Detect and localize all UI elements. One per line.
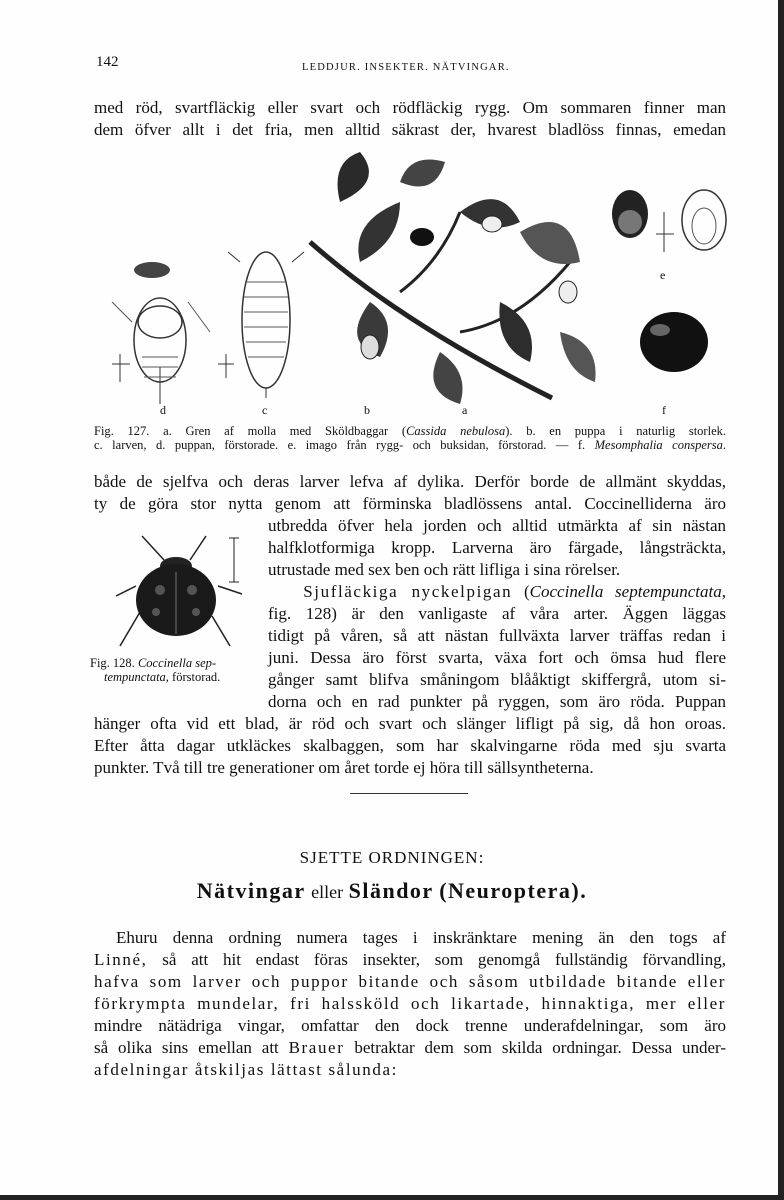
body-line-10: gånger samt blifva småningom blååktigt skiffergrå, utom si- <box>268 670 726 689</box>
body-line-6: Sjufläckiga nyckelpigan (Coccinella septempunctata, <box>303 582 727 601</box>
title-eller: eller <box>311 882 344 902</box>
title-neuroptera: (Neuroptera). <box>439 878 588 903</box>
section-title <box>0 878 784 904</box>
body-line-1: både de sjelfva och deras larver lefva af dylika. Derför borde de allmänt skyddas, <box>94 472 726 491</box>
intro-line-2: dem öfver allt i det fria, men alltid säkrast der, hvarest bladlöss finnas, emedan <box>94 120 726 139</box>
final-line-2: Linné, så att hit endast föras insekter, som genomgå fullständig förvandling, <box>94 950 726 969</box>
final-line-6: så olika sins emellan att Brauer betraktar dem som skilda ordningar. Dessa under- <box>94 1038 727 1057</box>
pupa-drawing-d <box>112 262 210 404</box>
fig127-label-f: f <box>662 403 666 417</box>
final-line-3: hafva som larver och puppor bitande och såsom utbildade bitande eller <box>94 972 726 991</box>
page-edge-right <box>778 0 784 1200</box>
figure-128-ladybird <box>106 516 258 656</box>
intro-line-1: med röd, svartfläckig eller svart och rödfläckig rygg. Om sommaren finner man <box>94 98 726 117</box>
body-line-13: Efter åtta dagar utkläckes skalbaggen, som har skalvingarne röda med sju svarta <box>94 736 726 755</box>
final-line-4: förkrympta mundelar, fri halssköld och likartade, hinnaktiga, mer eller <box>94 994 726 1013</box>
body-line-12: hänger ofta vid ett blad, är röd och svart och slänger lifligt på sig, då hon oroas. <box>94 714 726 733</box>
section-divider <box>350 793 468 794</box>
body-line-9: juni. Dessa äro först svarta, växa fort och ömsa hud flere <box>268 648 726 667</box>
body-line-3: utbredda öfver hela jorden och alltid utmärkta af sin nästan <box>268 516 726 535</box>
final-line-7: afdelningar åtskiljas lättast sålunda: <box>94 1060 398 1079</box>
fig127-label-d: d <box>160 403 166 417</box>
order-heading: SJETTE ORDNINGEN: <box>299 848 485 867</box>
fig127-caption-line-1: Fig. 127. a. Gren af molla med Sköldbaggar (Cassida nebulosa). b. en puppa i naturlig storlek. <box>94 424 726 438</box>
body-line-14: punkter. Två till tre generationer om året torde ej höra till sällsyntheterna. <box>94 758 594 777</box>
page-edge-bottom <box>0 1195 784 1200</box>
fig127-label-c: c <box>262 403 268 417</box>
body-line-2: ty de göra stor nytta genom att förminska bladlössens antal. Coccinelliderna äro <box>94 494 726 513</box>
imago-drawing-e <box>612 190 726 252</box>
fig127-caption-line-2: c. larven, d. puppan, förstorade. e. imago från rygg- och buksidan, förstorad. — f. Mesomphalia conspersa. <box>94 438 726 452</box>
title-slandor: Sländor <box>348 878 434 903</box>
larva-drawing-c <box>218 252 304 398</box>
page-number: 142 <box>96 54 119 70</box>
title-natvingar: Nätvingar <box>196 878 306 903</box>
fig128-caption-line-2: tempunctata, förstorad. <box>104 670 221 684</box>
body-line-5: utrustade med sex ben och rätt lifliga i sina rörelser. <box>268 560 621 579</box>
body-line-7: fig. 128) är den vanligaste af våra arter. Äggen läggas <box>268 604 726 623</box>
body-line-4: halfklotformiga kropp. Larverna äro färgade, långsträckta, <box>268 538 726 557</box>
body-line-8: tidigt på våren, så att nästan fullväxta larver träffas redan i <box>268 626 726 645</box>
fig128-caption-line-1: Fig. 128. Coccinella sep- <box>90 656 217 670</box>
plant-branch-drawing-a <box>310 152 596 404</box>
final-line-1: Ehuru denna ordning numera tages i inskränktare mening än den togs af <box>116 928 726 947</box>
fig127-label-a: a <box>462 403 468 417</box>
figure-127-illustration <box>100 142 740 424</box>
running-head: LEDDJUR. INSEKTER. NÄTVINGAR. <box>302 62 510 73</box>
body-line-11: dorna och en rad punkter på ryggen, som äro röda. Puppan <box>268 692 726 711</box>
final-line-5: mindre nätädriga vingar, omfattar den dock trenne underafdelningar, som äro <box>94 1016 726 1035</box>
fig127-label-b: b <box>364 403 370 417</box>
fig127-label-e: e <box>660 268 666 282</box>
beetle-drawing-f <box>640 312 708 372</box>
